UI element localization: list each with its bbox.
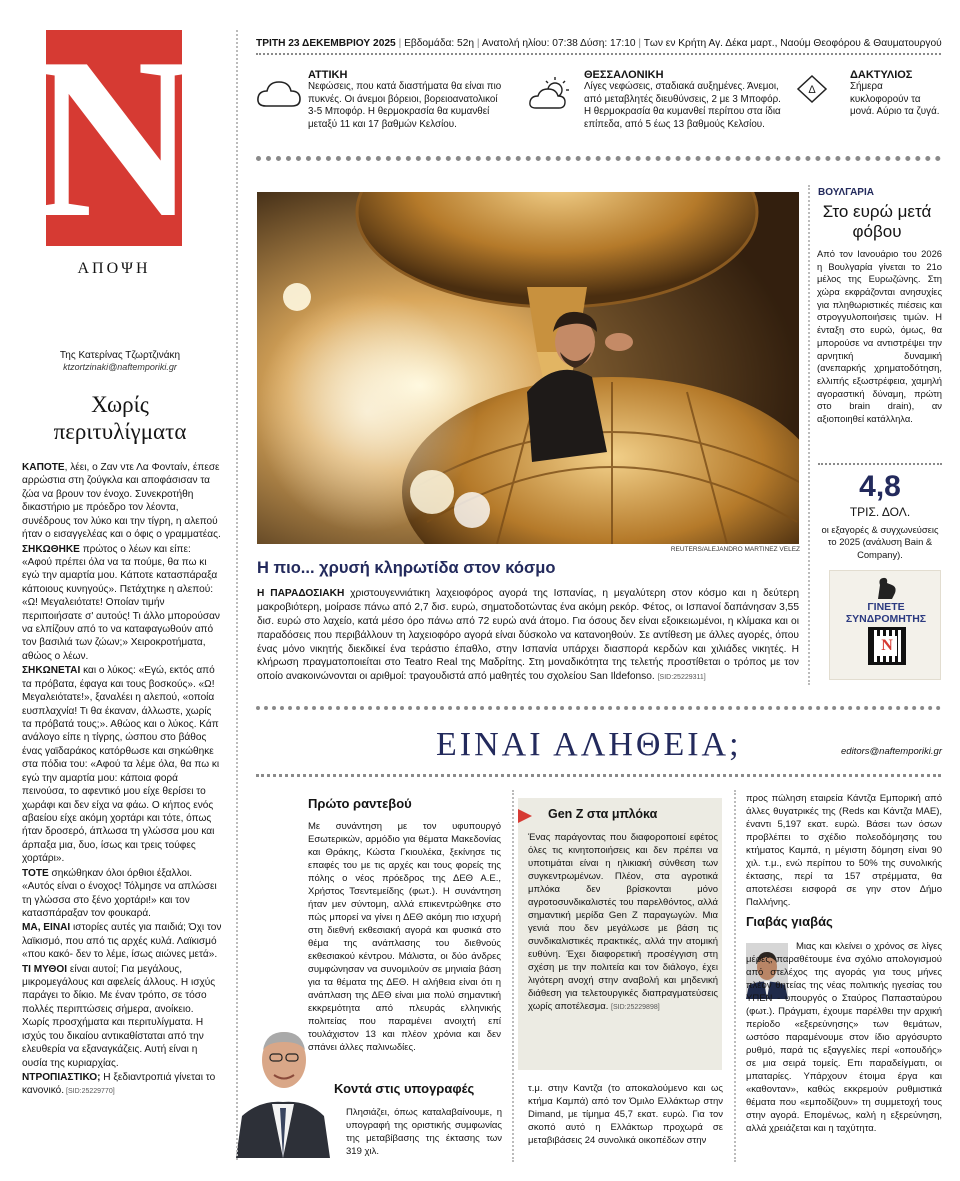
opinion-author: Της Κατερίνας Τζωρτζινάκη <box>59 350 181 361</box>
opinion-paragraph-lead: ΤΟΤΕ <box>22 867 49 879</box>
opinion-sid: [SID:25229770] <box>64 1088 115 1096</box>
genz-title: Gen Z στα μπλόκα <box>548 807 658 821</box>
opinion-paragraph-lead: ΣΗΚΩΝΕΤΑΙ <box>22 665 81 677</box>
opinion-paragraph-lead: ΜΑ, ΕΙΝΑΙ <box>22 922 71 934</box>
stat-text: οι εξαγορές & συγχωνεύσεις το 2025 (ανάλυση Bain & Company). <box>821 524 939 560</box>
qr-letter: N <box>881 637 893 655</box>
bulgaria-kicker: ΒΟΥΛΓΑΡΙΑ <box>818 187 874 198</box>
steady-title: Γιαβάς γιαβάς <box>746 914 833 929</box>
rendezvous-title: Πρώτο ραντεβού <box>308 796 412 811</box>
bulgaria-title: Στο ευρώ μετά φόβου <box>822 202 932 242</box>
opinion-paragraph-lead: ΚΑΠΟΤΕ <box>22 462 65 473</box>
genz-body: Ένας παράγοντας που διαφοροποιεί εφέτος όλες τις κινητοποιήσεις και δεν πρέπει να υποτιμάται είναι η ηλικιακή σύνθεση των συγκεντρωμένων. Πλέον, στα αγροτικά μπλόκα δεν βρίσκονται μόνο αγροτοσυνδικαλιστές του παρελθόντος, αλλά σημαντική μερίδα Gen Z παραγωγών. Μια γενιά που δεν μεγάλωσε με βάση τις συνδικαλιστικές πρακτικές, αλλά την ατομική ευθύνη. Έχει διαφορετική προσέγγιση στη σχέση με την πολιτεία και τον διάλογο, έχει λιγότερη ανοχή στην αναβολή και μηδενική διάθεση για τελετουργικές διαπραγματεύσεις χωρίς αποτέλεσμα. <box>528 832 718 1012</box>
hand-icon <box>870 575 900 601</box>
qr-code[interactable] <box>868 627 906 665</box>
weather-region: ΔΑΚΤΥΛΙΟΣ <box>850 69 913 81</box>
arrow-right-icon <box>518 809 532 823</box>
opinion-paragraph <box>22 1071 222 1098</box>
week: Εβδομάδα: 52η <box>404 38 475 49</box>
signatures-title: Κοντά στις υπογραφές <box>334 1081 475 1096</box>
steady-text: Μιας και κλείνει ο χρόνος σε λίγες μέρες, παραθέτουμε ένα σχόλιο απολογισμού από στελέχος της αγοράς για τους μήνες πλέον θητείας της νέας πολιτικής ηγεσίας του ΥΠΕΝ - υπουργός ο Σταύρος Παπασταύρου (φωτ.). Πράγματι, έχουμε παρέλθει την αρχική περίοδο «εξερεύνησης» των θεμάτων, ωστόσο παραμένουμε στον ίδιο αργόσυρτο ρυθμό, παρά τις εξαγγελίες περί «οπουδής» σε μια σειρά τομείς. Επι παραδείγματι, οι μπαταρίες. Υπάρχουν έτοιμα έργα και «καθονταν», καθώς εκκρεμούν ρυθμιστικά θέματα που «εμποδίζουν» τη συμμετοχή τους στην αγορά. Επομένως, καλή η εξερεύνηση, αλλά χρειάζεται και η ταχύτητα. <box>746 941 942 1134</box>
lottery-drum-icon <box>257 192 799 544</box>
lottery-photo <box>257 192 799 544</box>
weather-text: Σήμερα κυκλοφορούν τα μονά. Αύριο τα ζυγά. <box>850 81 940 118</box>
svg-text:Δ: Δ <box>808 84 816 96</box>
opinion-paragraph-text: Η ξεδιαντροπιά γίνεται το κανονικό. <box>22 1071 216 1097</box>
opinion-email[interactable]: ktzortzinaki@naftemporiki.gr <box>63 362 177 373</box>
ring-road-icon <box>796 74 828 104</box>
main-body <box>257 587 799 684</box>
main-headline: Η πιο... χρυσή κληρωτίδα στον κόσμο <box>257 559 556 577</box>
stat-unit: ΤΡΙΣ. ΔΟΛ. <box>849 505 911 519</box>
stat-value: 4,8 <box>859 470 901 503</box>
subscribe-label[interactable]: ΓΙΝΕΤΕ ΣΥΝΔΡΟΜΗΤΗΣ <box>845 601 927 626</box>
section-label <box>46 258 182 279</box>
truth-title: ΕΙΝΑΙ ΑΛΗΘΕΙΑ; <box>436 726 742 763</box>
weather-text: Λίγες νεφώσεις, σταδιακά αυξημένες. Άνεμοι, από μεταβλητές διευθύνσεις, 2 με 3 Μποφόρ. Η θερμοκρασία θα κυμανθεί περίπου στα ίδια επίπεδα, από 5 έως 13 βαθμούς Κελσίου. <box>584 81 781 131</box>
opinion-paragraph <box>22 543 222 664</box>
date-strip: ΤΡΙΤΗ 23 ΔΕΚΕΜΒΡΙΟΥ 2025 | Εβδομάδα: 52η | Ανατολή ηλίου: 07:38 Δύση: 17:10 | Των εν Κρήτη Αγ. Δέκα μαρτ., Ναούμ Θεοφόρου & Θαυματουργού <box>256 38 942 49</box>
sun-cloud-icon <box>528 76 574 112</box>
weather-text: Νεφώσεις, που κατά διαστήματα θα είναι πιο πυκνές. Οι άνεμοι βόρειοι, βορειοανατολικοί 3-5 Μποφόρ. Η θερμοκρασία θα κυμανθεί μεταξύ 11 και 17 βαθμών Κελσίου. <box>308 81 502 131</box>
opinion-byline <box>20 349 220 374</box>
logo-letter: N <box>30 10 198 265</box>
opinion-paragraph <box>22 461 222 542</box>
kantza-continued: τ.μ. στην Καντζα (το αποκαλούμενο και ως κτήμα Καμπά) από τον Όμιλο Ελλάκτωρ στην Dimand, με τίμημα 45,7 εκατ. ευρώ. Για τον σκοπό αυτό η Ελλάκτωρ προχωρά σε μεταβιβάσεις 24 συνολικά οικοπέδων στην <box>528 1083 723 1146</box>
main-sid: [SID:25229311] <box>657 674 706 682</box>
opinion-body <box>22 461 222 1099</box>
opinion-paragraph <box>22 963 222 1070</box>
photo-credit: REUTERS/ALEJANDRO MARTINEZ VELEZ <box>670 546 800 553</box>
opinion-paragraph-text: σηκώθηκαν όλοι όρθιοι έξαλλοι. «Αυτός είναι ο ένοχος! Τόλμησε να απλώσει τη γλώσσα στο ξένο χορτάρι!» και τον κατασπάραξαν τον φουκαρά. <box>22 867 217 919</box>
opinion-paragraph-text: και ο λύκος: «Εγώ, εκτός από τα πρόβατα, έφαγα και τους βοσκούς». «Ω! Μεγαλειότατε!», ξαναλέει η αλεπού, «οποία ευσπλαχνία! Τι θα έκαναν, άλλωστε, χωρίς τα πρόβατά τους;». Αθώος και ο λύκος. Κάπ ανάλογο είπε η τίγρης, ώσπου στο βάθος ένας γαϊδαράκος κατόρθωσε και σηκώθηκε στα πόδια του: «Αφού τα λέμε όλα, θα πω κι εγώ την αμαρτία μου: κάποια φορά πεινούσα, το αφεντικό μου είχε θερίσει το χωράφι και δεν είχα να φάω. Ο κήπος ενός αβαείου είχε ακόμη χορτάρι και τότε, όπως ήταν δροσερό, άπλωσα τη γλώσσα μου και άρπαξα μια, δυο, ίσως και τρεις τούφες χορτάρι». <box>22 665 220 865</box>
sun-times: Ανατολή ηλίου: 07:38 Δύση: 17:10 <box>481 38 636 49</box>
cloud-icon <box>256 76 302 110</box>
opinion-paragraph-lead: ΝΤΡΟΠΙΑΣΤΙΚΟ; <box>22 1071 101 1083</box>
opinion-paragraph <box>22 921 222 961</box>
weather-region: ΘΕΣΣΑΛΟΝΙΚΗ <box>584 69 664 81</box>
bulgaria-text: Από τον Ιανουάριο του 2026 η Βουλγαρία γίνεται το 21ο μέλος της Ευρωζώνης. Στη χώρα εκφράζονται ανησυχίες για πληθωριστικές πιέσεις και στρογγυλοποιήσεις τιμών. Η ένταξη στο ευρώ, όμως, θα μπορούσε να αντιστρέψει την αρνητική δυναμική (ανεπαρκής χρηματοδότηση, ελλιπής εξωστρέφεια, χαμηλή αγοραστική δύναμη, πρώτη στο brain drain), αν αξιοποιηθεί κατάλληλα. <box>817 248 942 424</box>
logo-block <box>30 10 198 265</box>
weather-region: ΑΤΤΙΚΗ <box>308 69 348 81</box>
opinion-paragraph-text: πρώτος ο λέων και είπε: «Αφού πρέπει όλα να τα πούμε, θα πω κι εγώ την αμαρτία μου. Κάποτε κατασπάραξα κάποιους κυνηγούς». Πετάχτηκε η αλεπού: «Ω! Μεγαλειότατε! Οποίαν τιμήν περιποιήσατε σ' αυτούς! Τι άλλο μπορούσαν να ελπίζουν από το να καταφαγωθούν από τον βασιλιά των ζώων;» Χειροκροτήματα, αθώος ο λέων. <box>22 543 220 662</box>
genz-text <box>528 831 718 1013</box>
saints: Των εν Κρήτη Αγ. Δέκα μαρτ., Ναούμ Θεοφόρου & Θαυματουργού <box>643 38 942 49</box>
opinion-title: Χωρίς περιτυλίγματα <box>53 392 187 444</box>
signatures-text: Πλησιάζει, όπως καταλαβαίνουμε, η υπογραφή της οριστικής συμφωνίας της μεταβίβασης της έκτασης των 319 χιλ. <box>346 1107 502 1157</box>
subscribe-box[interactable] <box>829 570 941 680</box>
opinion-paragraph <box>22 867 222 921</box>
opinion-paragraph-text: , λέει, ο Ζαν ντε Λα Φονταίν, έπεσε αρρώστια στη ζούγκλα και αποφάσισαν τα ζώα να βρουν τον ένοχο. Συνεκροτήθη δικαστήριο με πρόεδρο τον λέοντα, συνέδρους τον λύκο και την τίγρη, η αλεπού ήταν ο εισαγγελέας και ο όφις ο γραμματέας. <box>22 462 221 541</box>
truth-email[interactable]: editors@naftemporiki.gr <box>841 746 942 757</box>
opinion-paragraph-lead: ΣΗΚΩΘΗΚΕ <box>22 543 80 555</box>
section-label-text: ΑΠΟΨΗ <box>77 260 151 277</box>
opinion-paragraph-lead: ΤΙ ΜΥΘΟΙ <box>22 963 68 975</box>
kantza-right: προς πώληση εταιρεία Κάντζα Εμπορική από άλλες θυγατρικές της (Reds και Κάντζα ΜΑΕ), έναντι 5,197 εκατ. ευρώ. Βάσει των όσων προβλέπει το σχέδιο πολεοδόμησης του κτήματος Καμπά, η μέγιστη δόμηση είναι 90 χιλ. τ.μ., ενώ περίπου το 50% της συνολικής έκτασης, περί τα 157 στρέμματα, θα αποτελέσει εισφορά σε γην στον Δήμο Παλλήνης. <box>746 793 942 908</box>
genz-sid: [SID:25229898] <box>611 1004 660 1011</box>
date: ΤΡΙΤΗ 23 ΔΕΚΕΜΒΡΙΟΥ 2025 <box>256 38 396 49</box>
main-text: χριστουγεννιάτικη λαχειοφόρος αγορά της Ισπανίας, η μεγαλύτερη στον κόσμο και η δεύτερη μακροβιότερη, μοίρασε πάνω από 2,7 δισ. ευρώ, σηματοδοτώντας ένα ακόμη ρεκόρ. Φέτος, οι Ισπανοί δαπάνησαν 3,55 δισ. ευρώ στο λαχείο, κατά μέσο όρο πάνω από 72 ευρώ ανά άτομο. Για όσους δεν είναι εξοικειωμένοι, η κλίμακα και οι παραδόσεις που περιβάλλουν τη λαχειοφόρο αγορά είναι δύσκολο να κατανοηθούν. Σε αντίθεση με άλλες αγορές, όπου ένας μόνο νικητής διεκδικεί ένα τεράστιο έπαθλο, στην Ισπανία υπάρχει διασπορά κερδών και χιλιάδες νικητές. Η κλήρωση πραγματοποιείται στο Teatro Real της Μαδρίτης. Στη μοναδικότητα της τελετής προστίθεται ο τρόπος με τον οποίο ανακοινώνονται οι αριθμοί: τραγουδιστά από μαθητές του σχολείου San Ildefonso. <box>257 588 799 683</box>
opinion-paragraph <box>22 664 222 865</box>
opinion-paragraph-text: ιστορίες αυτές για παιδιά; Όχι τον λαϊκισμό, που από τις αρχές κυλά. Λαϊκισμό «που κακό- δεν το λέμε, ίσως αιώνες μετά». <box>22 922 222 961</box>
opinion-paragraph-text: είναι αυτοί; Για μεγάλους, μικρομεγάλους και αφελείς άλλους. Η ισχύς παράγει το δίκιο. Με έναν τρόπο, σε τόσο πολλές περιπτώσεις σήμερα, ανοίκειο. Χωρίς προσχήματα και περιτυλίγματα. Η ισχύς του δικαίου αντικαθίσταται από την ελευθερία να εξαναγκάζεις. Αυτή είναι η ουσία της κυριαρχίας. <box>22 963 216 1069</box>
rendezvous-text: Με συνάντηση με τον υφυπουργό Εσωτερικών, αρμόδιο για θέματα Μακεδονίας και Θράκης, Κώστα Γκιουλέκα, ξεκίνησε τις επαφές του με τις αρχές και τους φορείς της πόλης ο νέος πρόεδρος της ΔΕΘ Α.Ε., Χρήστος Τσεντεμείδης (φωτ.). Η συνάντηση ήταν μεν σύντομη, αλλά επικεντρώθηκε στο πώς μπορεί να γίνει η ΔΕΘ ακόμη πιο ισχυρή στη διεθνή εκθεσιακή αγορά και φυσικά στο θέμα της ανάπλασης του διεθνούς εκθεσιακού κέντρου. Μάλιστα, οι δύο άνδρες συμφώνησαν να συνομιλούν σε μηνιαία βάση για τα θέματα της ΔΕΘ. Η αλήθεια είναι ότι η ανάπλαση της ΔΕΘ είναι μια πολύ σημαντική εκκρεμότητα από πλευράς ελληνικής πολιτείας που παραμένει ανοιχτή επί τουλάχιστον 13 και πλέον χρόνια και δεν σπάνει άλλες παλινωδίες. <box>308 821 501 1053</box>
main-lead: Η ΠΑΡΑΔΟΣΙΑΚΗ <box>257 588 345 599</box>
